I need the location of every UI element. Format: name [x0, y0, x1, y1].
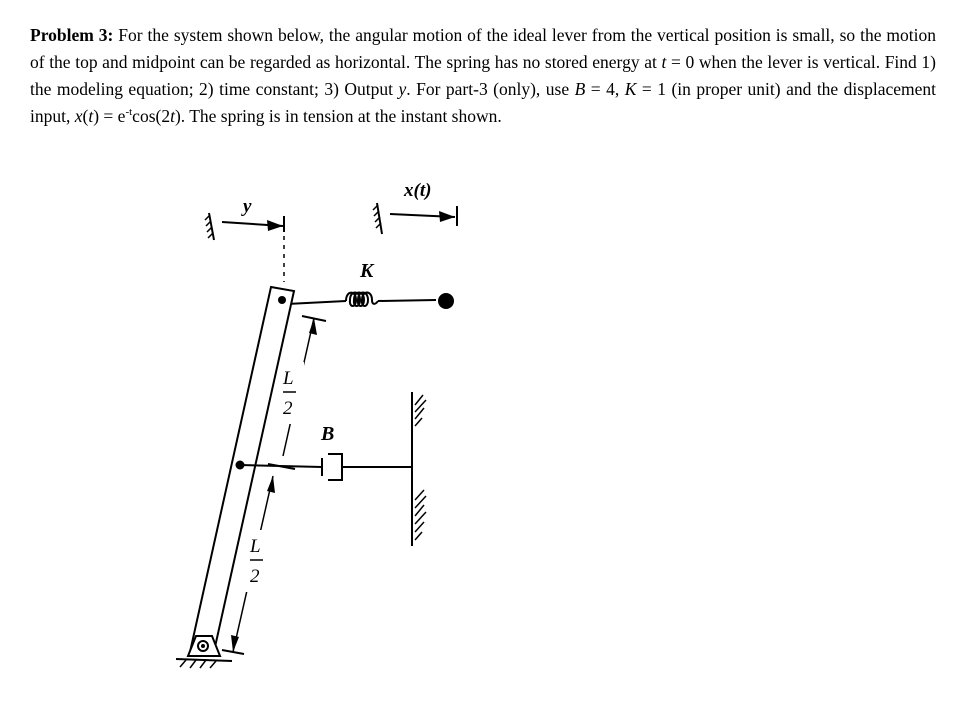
bottom-fraction-denominator: 2: [250, 566, 260, 587]
spring: [287, 293, 454, 310]
x-input-label: x(t): [404, 180, 432, 201]
problem-text-4: = 4,: [585, 79, 625, 99]
var-t: t: [661, 52, 667, 72]
var-K: K: [624, 79, 637, 99]
problem-heading: Problem 3:: [30, 25, 114, 45]
problem-text-8: cos(2: [132, 106, 171, 126]
problem-text-6: (: [82, 106, 89, 126]
x-arrow: [390, 206, 457, 226]
var-B: B: [574, 79, 586, 99]
problem-text-5: = 1 (in proper unit) and the displacement input,: [30, 79, 936, 126]
problem-text-7: ) = e: [93, 106, 126, 126]
lever: [190, 287, 294, 656]
problem-text-2: = 0 when the lever is vertical. Find 1) the modeling equation; 2) time constant; 3) Output: [30, 52, 936, 99]
var-y: y: [398, 79, 407, 99]
y-label: y: [243, 196, 252, 217]
pivot-support: [176, 636, 232, 668]
problem-text-9: ). The spring is in tension at the instant shown.: [174, 106, 502, 126]
y-reference-ground: [205, 213, 214, 240]
y-arrow: [222, 216, 284, 232]
var-t-3: t: [170, 106, 175, 126]
problem-text-1: For the system shown below, the angular motion of the ideal lever from the vertical position is small, so the motion of the top and midpoint can be regarded as horizontal. The spring has no stored energy at: [30, 25, 936, 72]
damper: [322, 454, 412, 480]
exponent: -t: [125, 106, 133, 119]
var-t-2: t: [88, 106, 94, 126]
var-x: x: [74, 106, 83, 126]
top-fraction-numerator: L: [283, 368, 294, 389]
right-ground-wall: [412, 392, 426, 546]
spring-label: K: [360, 260, 374, 282]
top-fraction-denominator: 2: [283, 398, 293, 419]
bottom-fraction-numerator: L: [250, 536, 261, 557]
x-reference-ground: [373, 203, 382, 234]
problem-text-3: . For part-3 (only), use: [406, 79, 575, 99]
damper-label: B: [321, 423, 335, 445]
